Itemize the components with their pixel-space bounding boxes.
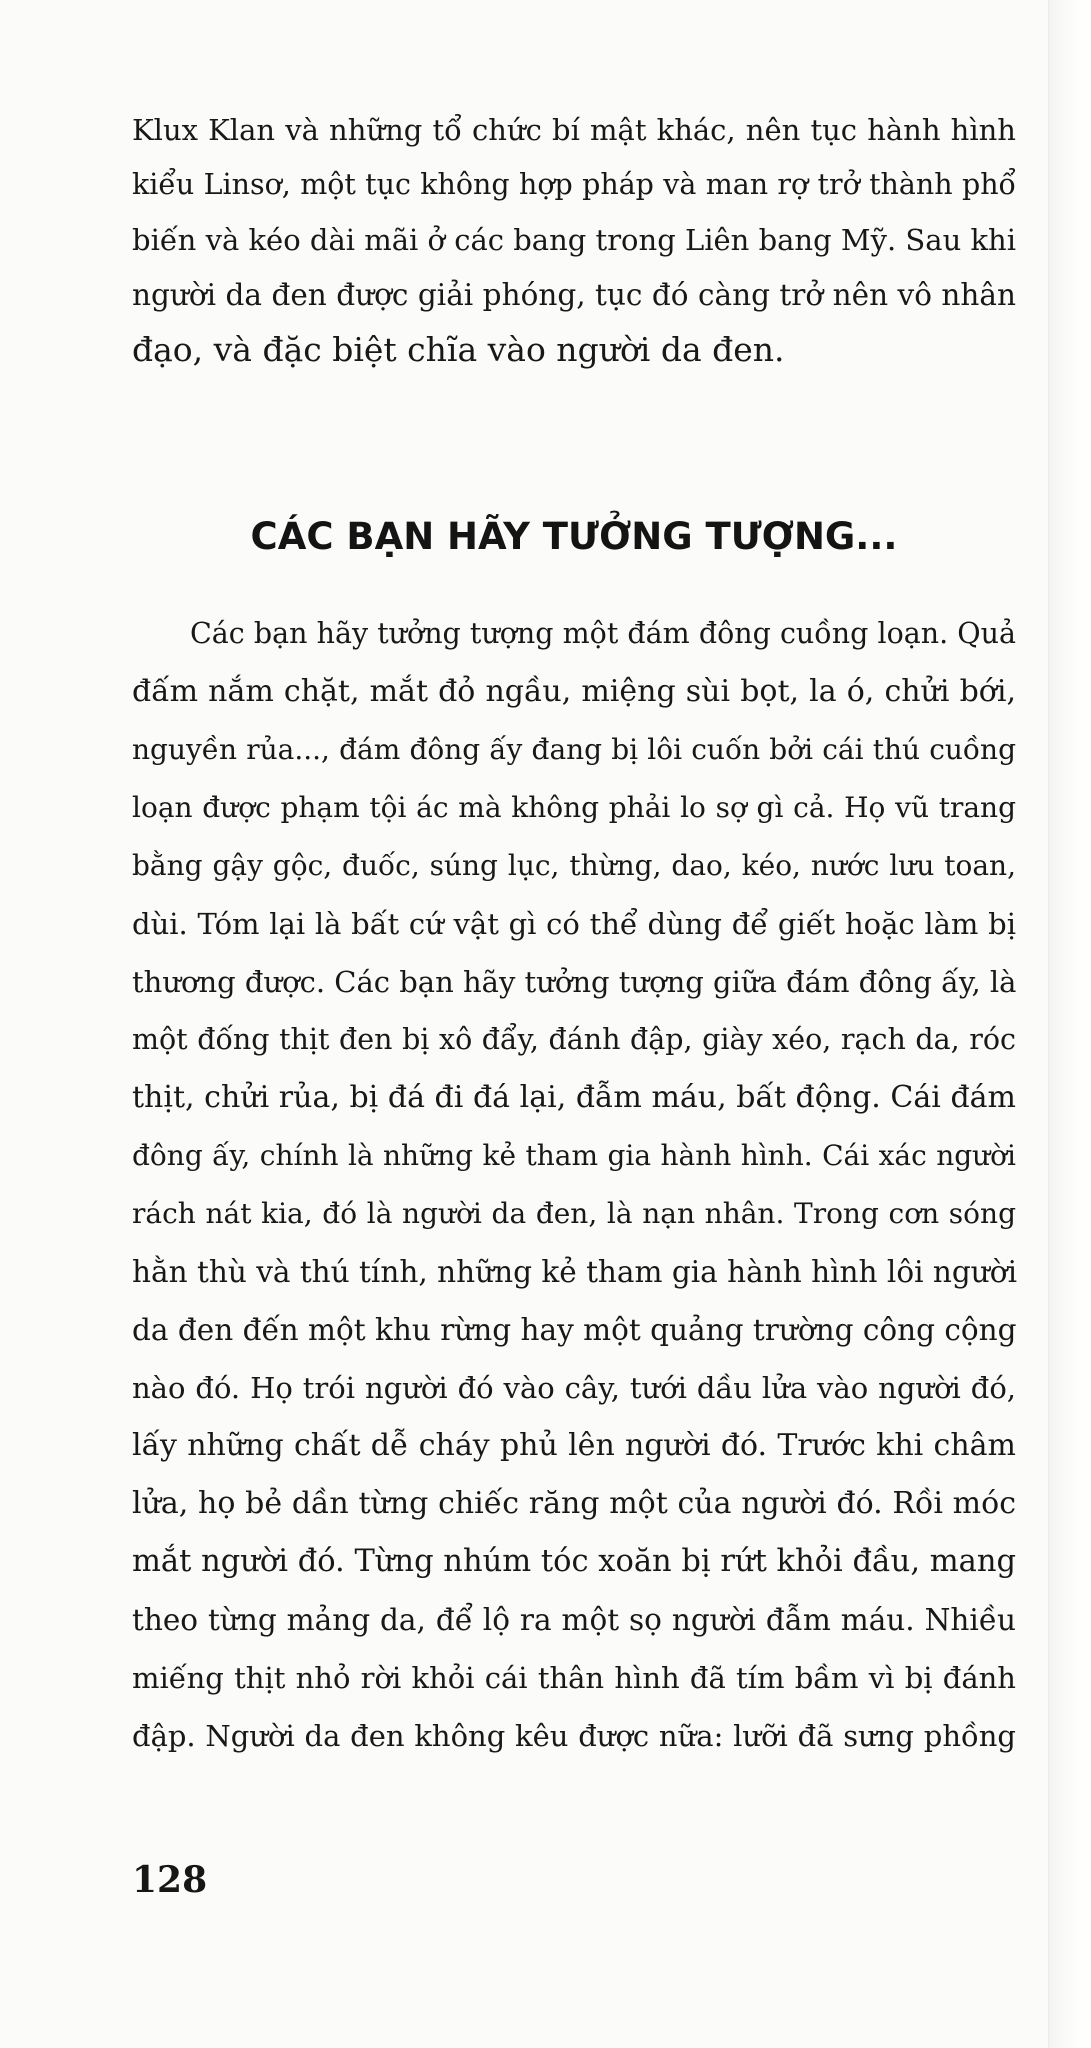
- text-line: đông ấy, chính là những kẻ tham gia hành hình. Cái xác người: [132, 1139, 1016, 1172]
- text-line: lửa, họ bẻ dần từng chiếc răng một của người đó. Rồi móc: [132, 1486, 1016, 1521]
- text-line: rách nát kia, đó là người da đen, là nạn nhân. Trong cơn sóng: [132, 1197, 1016, 1230]
- text-line: nguyền rủa..., đám đông ấy đang bị lôi cuốn bởi cái thú cuồng: [132, 733, 1016, 766]
- text-line: đập. Người da đen không kêu được nữa: lưỡi đã sưng phồng: [132, 1719, 1016, 1753]
- text-line: theo từng mảng da, để lộ ra một sọ người đẫm máu. Nhiều: [132, 1603, 1016, 1637]
- text-line: đạo, và đặc biệt chĩa vào người da đen.: [132, 330, 785, 369]
- section-heading: CÁC BẠN HÃY TƯỞNG TƯỢNG...: [250, 515, 898, 558]
- page-edge: [1048, 0, 1091, 2048]
- text-line: một đống thịt đen bị xô đẩy, đánh đập, giày xéo, rạch da, róc: [132, 1023, 1016, 1056]
- text-line: Klux Klan và những tổ chức bí mật khác, nên tục hành hình: [132, 113, 1016, 147]
- text-line: thịt, chửi rủa, bị đá đi đá lại, đẫm máu, bất động. Cái đám: [132, 1080, 1016, 1115]
- text-line: đấm nắm chặt, mắt đỏ ngầu, miệng sùi bọt, la ó, chửi bới,: [132, 674, 1016, 709]
- text-line: dùi. Tóm lại là bất cứ vật gì có thể dùng để giết hoặc làm bị: [132, 907, 1016, 941]
- text-line: người da đen được giải phóng, tục đó càng trở nên vô nhân: [132, 278, 1016, 312]
- text-line: bằng gậy gộc, đuốc, súng lục, thừng, dao, kéo, nước lưu toan,: [132, 849, 1016, 882]
- text-line: hằn thù và thú tính, những kẻ tham gia hành hình lôi người: [132, 1255, 1017, 1289]
- text-line: mắt người đó. Từng nhúm tóc xoăn bị rứt khỏi đầu, mang: [132, 1544, 1016, 1579]
- text-line: biến và kéo dài mãi ở các bang trong Liên bang Mỹ. Sau khi: [132, 223, 1016, 257]
- text-line: miếng thịt nhỏ rời khỏi cái thân hình đã tím bầm vì bị đánh: [132, 1661, 1016, 1695]
- text-line: kiểu Linsơ, một tục không hợp pháp và man rợ trở thành phổ: [132, 168, 1016, 201]
- text-line: lấy những chất dễ cháy phủ lên người đó. Trước khi châm: [132, 1428, 1016, 1463]
- text-line: da đen đến một khu rừng hay một quảng trường công cộng: [132, 1313, 1017, 1347]
- page-number: 128: [132, 1859, 208, 1901]
- text-line: thương được. Các bạn hãy tưởng tượng giữa đám đông ấy, là: [132, 965, 1017, 999]
- text-line: nào đó. Họ trói người đó vào cây, tưới dầu lửa vào người đó,: [132, 1371, 1016, 1405]
- text-line: Các bạn hãy tưởng tượng một đám đông cuồng loạn. Quả: [190, 617, 1016, 650]
- text-line: loạn được phạm tội ác mà không phải lo sợ gì cả. Họ vũ trang: [132, 791, 1016, 824]
